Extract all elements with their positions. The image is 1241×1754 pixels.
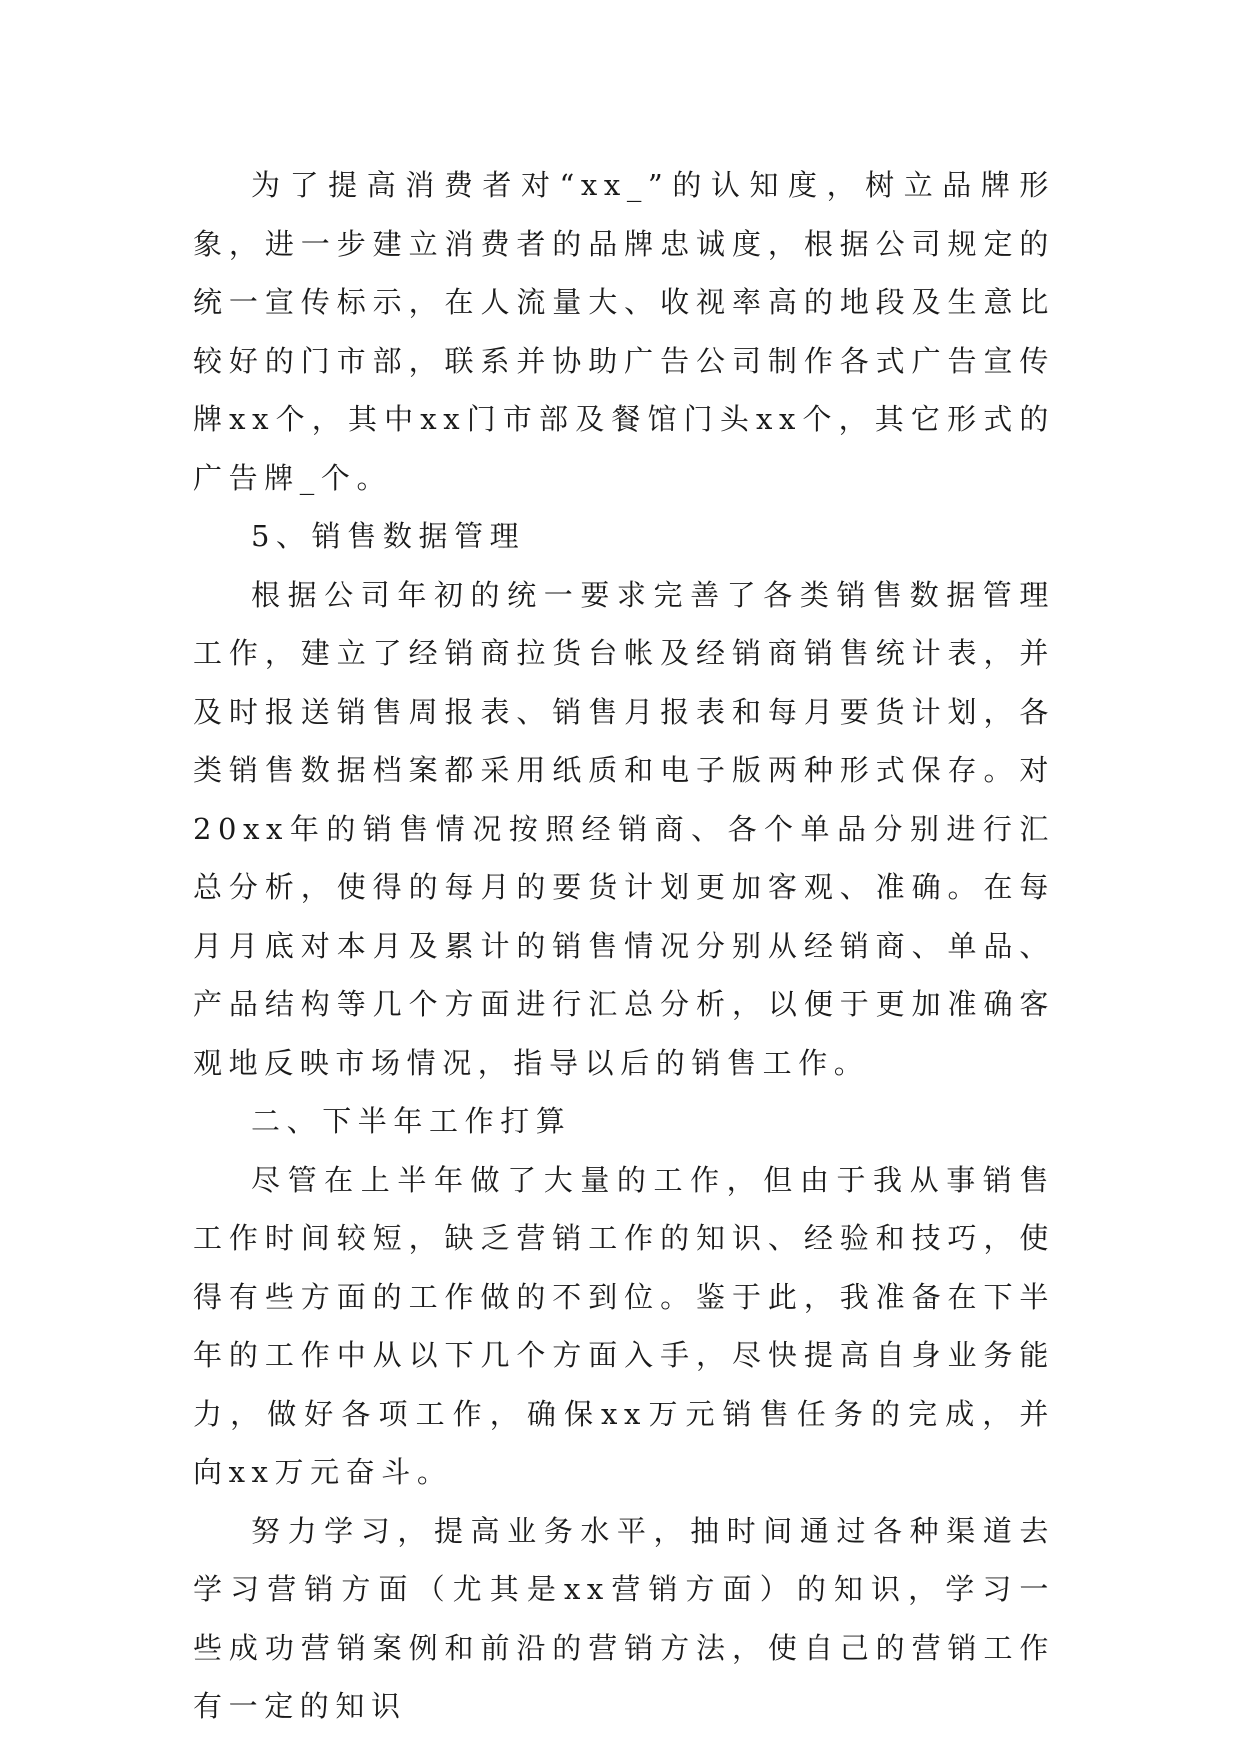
paragraph-study-improve: 努力学习，提高业务水平，抽时间通过各种渠道去学习营销方面（尤其是xx营销方面）的知识，学习一些成功营销案例和前沿的营销方法，使自己的营销工作有一定的知识	[193, 1513, 1055, 1723]
document-body	[193, 156, 1055, 1736]
paragraph-second-half-intro: 尽管在上半年做了大量的工作，但由于我从事销售工作时间较短，缺乏营销工作的知识、经验和技巧，使得有些方面的工作做的不到位。鉴于此，我准备在下半年的工作中从以下几个方面入手，尽快提高自身业务能力，做好各项工作，确保xx万元销售任务的完成，并向xx万元奋斗。	[193, 1162, 1055, 1489]
section-heading-second-half-plan: 二、下半年工作打算	[251, 1104, 572, 1138]
paragraph-sales-data-management: 根据公司年初的统一要求完善了各类销售数据管理工作，建立了经销商拉货台帐及经销商销售统计表，并及时报送销售周报表、销售月报表和每月要货计划，各类销售数据档案都采用纸质和电子版两种形式保存。对20xx年的销售情况按照经销商、各个单品分别进行汇总分析，使得的每月的要货计划更加客观、准确。在每月月底对本月及累计的销售情况分别从经销商、单品、产品结构等几个方面进行汇总分析，以便于更加准确客观地反映市场情况，指导以后的销售工作。	[193, 577, 1055, 1080]
section-heading-sales-data: 5、销售数据管理	[251, 519, 526, 553]
paragraph-brand-advertising: 为了提高消费者对“xx_”的认知度，树立品牌形象，进一步建立消费者的品牌忠诚度，根据公司规定的统一宣传标示，在人流量大、收视率高的地段及生意比较好的门市部，联系并协助广告公司制作各式广告宣传牌xx个，其中xx门市部及餐馆门头xx个，其它形式的广告牌_个。	[193, 168, 1055, 495]
